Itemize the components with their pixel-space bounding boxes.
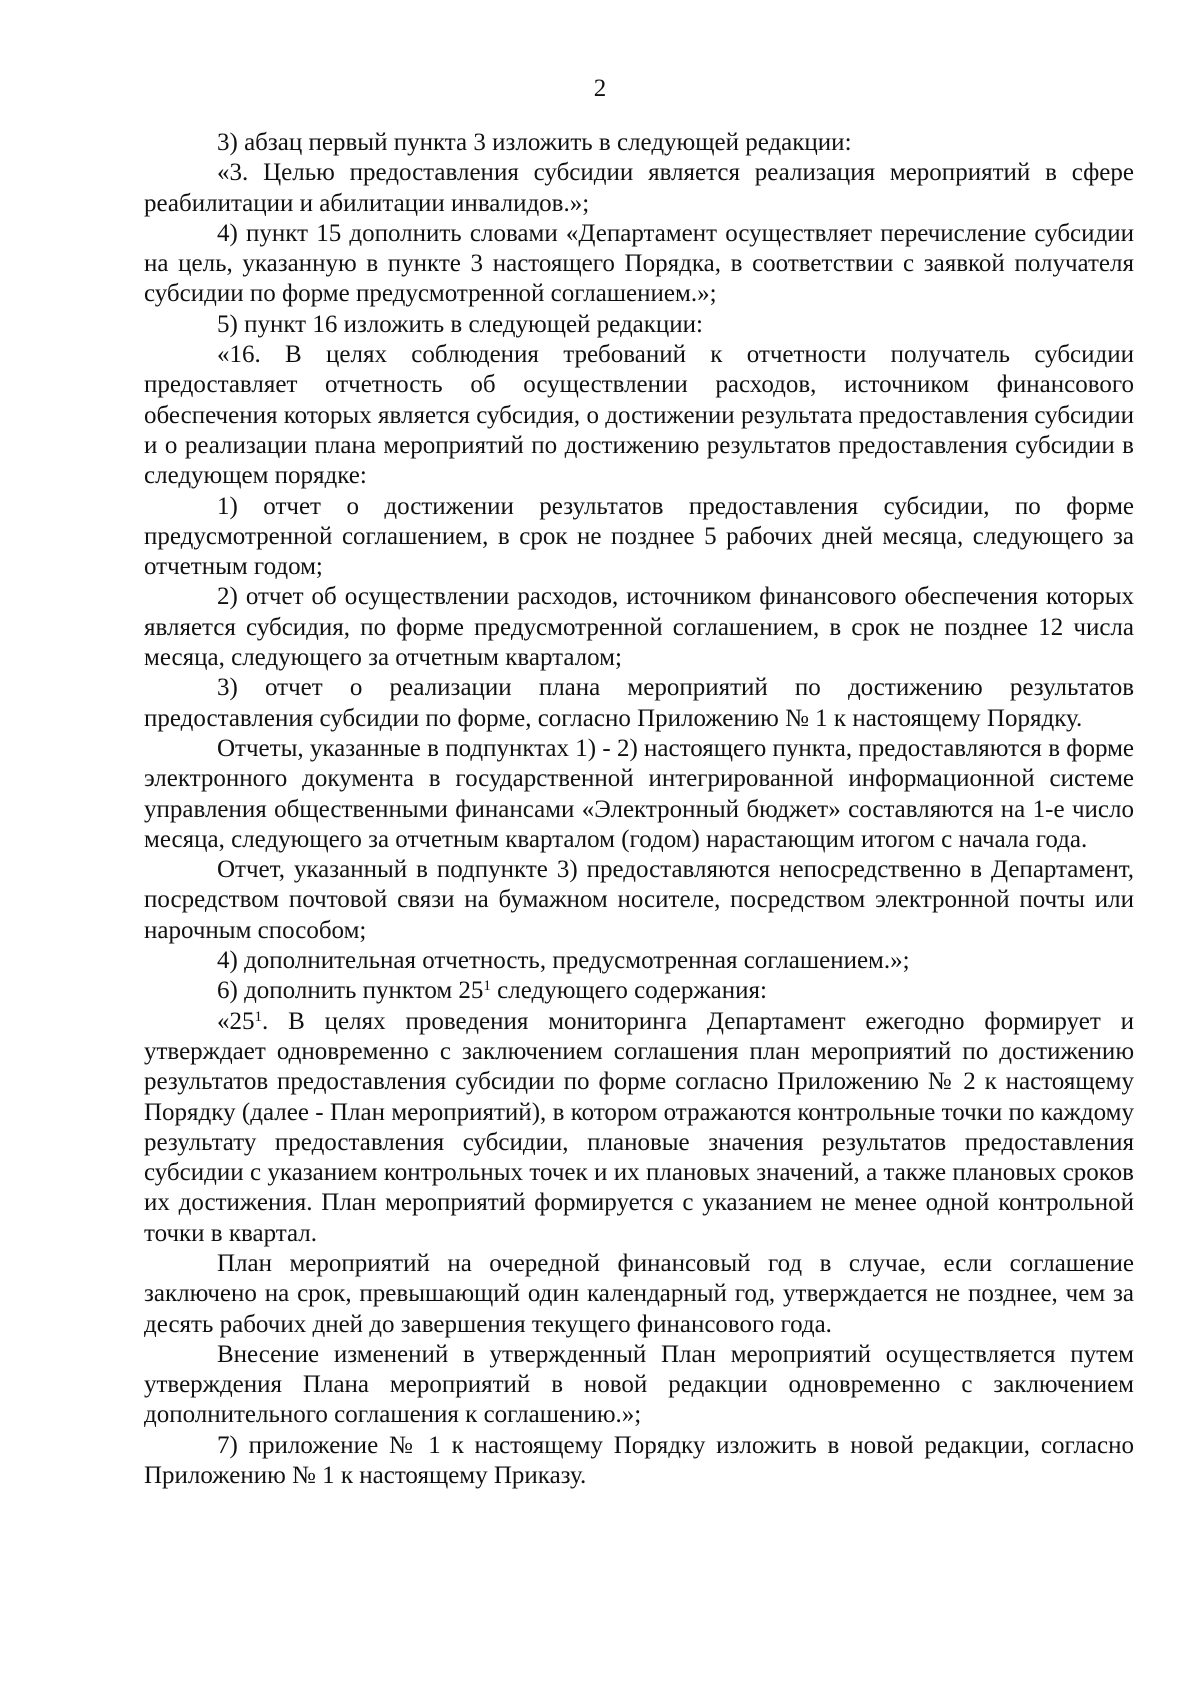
item-6-superscript: 1 [483,978,491,995]
quote-25-text-after: . В целях проведения мониторинга Департамент ежегодно формирует и утверждает одновременно с заключением соглашения план мероприятий по достижению результатов предоставления субсидии по форме согласно Приложению № 2 к настоящему Порядку (далее - План мероприятий), в котором отражаются контрольные точки по каждому результату предоставления субсидии, плановые значения результатов предоставления субсидии с указанием контрольных точек и их плановых значений, а также плановых сроков их достижения. План мероприятий формируется с указанием не менее одной контрольной точки в квартал. [144,1007,1134,1247]
paragraph-subitem-3: 3) отчет о реализации плана мероприятий по достижению результатов предоставления субсидии по форме, согласно Приложению № 1 к настоящему Порядку. [144,674,1134,732]
paragraph-item-7: 7) приложение № 1 к настоящему Порядку изложить в новой редакции, согласно Приложению № 1 к настоящему Приказу. [144,1431,1134,1490]
paragraph-quote-3: «3. Целью предоставления субсидии является реализация мероприятий в сфере реабилитации и абилитации инвалидов.»; [144,159,1134,217]
quote-25-superscript: 1 [254,1008,262,1025]
paragraph-subitem-1: 1) отчет о достижении результатов предоставления субсидии, по форме предусмотренной соглашением, в срок не позднее 5 рабочих дней месяца, следующего за отчетным годом; [144,492,1134,581]
paragraph-subitem-2: 2) отчет об осуществлении расходов, источником финансового обеспечения которых является субсидия, по форме предусмотренной соглашением, в срок не позднее 12 числа месяца, следующего за отчетным кварталом; [144,583,1134,672]
paragraph-item-4: 4) пункт 15 дополнить словами «Департамент осуществляет перечисление субсидии на цель, указанную в пункте 3 настоящего Порядка, в соответствии с заявкой получателя субсидии по форме предусмотренной соглашением.»; [144,219,1134,308]
paragraph-quote-16: «16. В целях соблюдения требований к отчетности получатель субсидии предоставляет отчетность об осуществлении расходов, источником финансового обеспечения которых является субсидия, о достижении результата предоставления субсидии и о реализации плана мероприятий по достижению результатов предоставления субсидии в следующем порядке: [144,341,1134,490]
paragraph-quote-25-1 [144,1007,1134,1249]
item-6-text-after: следующего содержания: [490,977,767,1005]
paragraph-item-3: 3) абзац первый пункта 3 изложить в следующей редакции: [217,129,852,156]
paragraph-item-6 [144,976,1134,1006]
paragraph-reports-electronic: Отчеты, указанные в подпунктах 1) - 2) настоящего пункта, предоставляются в форме электронного документа в государственной интегрированной информационной системе управления общественными финансами «Электронный бюджет» составляются на 1-е число месяца, следующего за отчетным кварталом (годом) нарастающим итогом с начала года. [144,734,1134,853]
quote-25-text-before: «25 [217,1007,255,1035]
paragraph-item-5: 5) пункт 16 изложить в следующей редакции: [217,310,703,338]
item-6-text-before: 6) дополнить пунктом 25 [217,977,484,1005]
paragraph-subitem-4: 4) дополнительная отчетность, предусмотренная соглашением.»; [217,947,910,975]
document-body [144,128,1134,1491]
page-number: 2 [593,75,607,102]
paragraph-report-paper: Отчет, указанный в подпункте 3) предоставляются непосредственно в Департамент, посредством почтовой связи на бумажном носителе, посредством электронной почты или нарочным способом; [144,856,1134,944]
paragraph-plan-next-year: План мероприятий на очередной финансовый год в случае, если соглашение заключено на срок, превышающий один календарный год, утверждается не позднее, чем за десять рабочих дней до завершения текущего финансового года. [144,1249,1134,1338]
paragraph-plan-changes: Внесение изменений в утвержденный План мероприятий осуществляется путем утверждения Плана мероприятий в новой редакции одновременно с заключением дополнительного соглашения к соглашению.»; [144,1340,1134,1429]
